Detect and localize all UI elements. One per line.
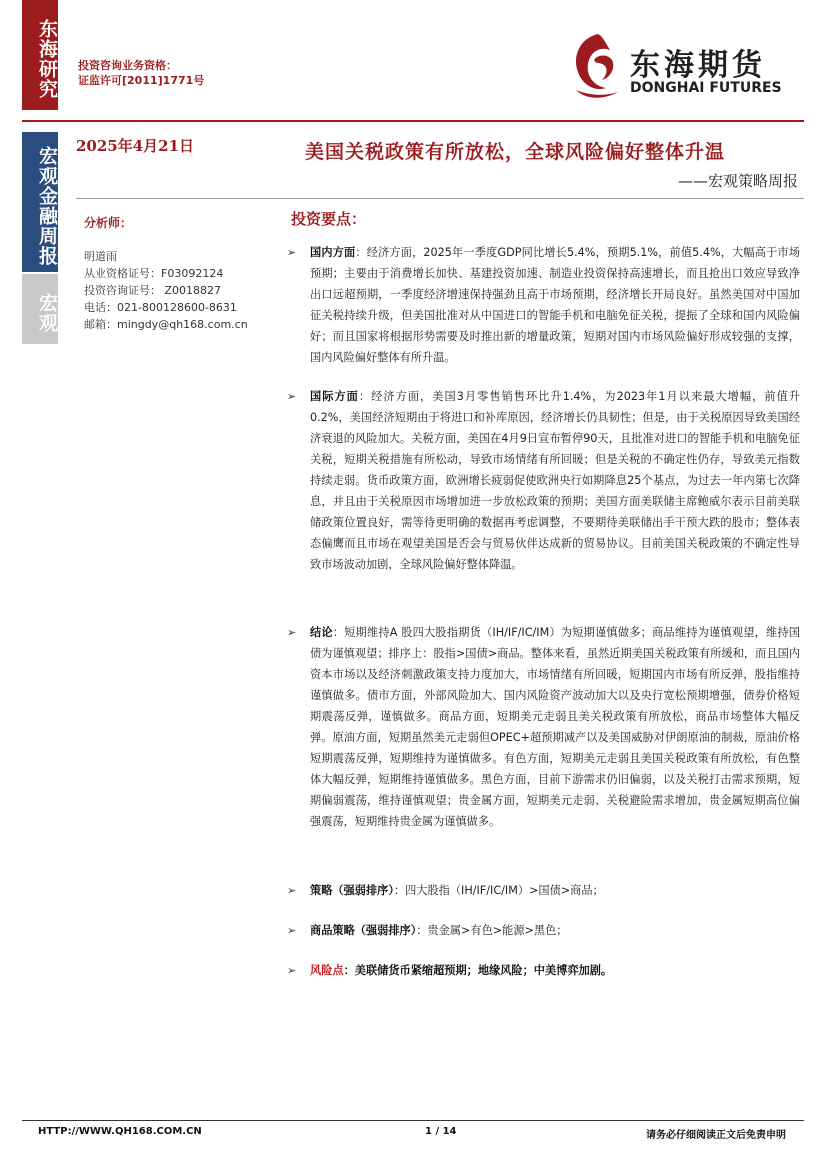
analyst-email[interactable]: 邮箱：mingdy@qh168.com.cn [84,318,248,331]
risk-lead: 风险点 [310,964,344,977]
bullet-commodity-strategy [287,920,800,941]
bullet-body: ：贵金属>有色>能源>黑色； [416,924,568,937]
bullet-lead: 国际方面 [310,390,359,403]
dragon-emblem-icon [568,30,626,102]
page-title: 美国关税政策有所放松，全球风险偏好整体升温 [304,141,725,163]
arrow-bullet-icon: ➢ [287,964,297,977]
footer-disclaimer: 请务必仔细阅读正文后免责申明 [646,1130,786,1141]
page-subtitle: ——宏观策略周报 [677,172,798,190]
qualification-line-2: 证监许可[2011]1771号 [78,74,205,87]
bullet-lead: 国内方面 [310,246,356,259]
bullet-risk [287,960,800,981]
analyst-phone: 电话：021-80012860​0-8631 [84,301,237,314]
bullet-body: ：经济方面，美国3月零售销售环比升1.4%，为2023年1月以来最大增幅，前值升0.2%，美国经济短期由于将进口和补库原因，经济增长仍具韧性；但是，由于关税原因导致美国经济衰退的风险加大。关税方面，美国在4月9日宣布暂停90天，且批准对进口的智能手机和电脑免征关税，短期关税措施有所松动，导致市场情绪有所回暖；但是关税的不确定性仍存，导致美元指数持续走弱。货币政策方面，欧洲增长疲弱促使欧洲央行如期降息25个基点，为过去一年内第七次降息，并且由于关税原因市场增加进一步放松政策的预期；美国方面美联储主席鲍威尔表示目前美联储政策位置良好，需等待更明确的数据再考虑调整，不要期待美联储出手干预大跌的股市；整体表态偏鹰而且市场在观望美国是否会与贸易伙伴达成新的贸易协议。目前美国关税政策的不确定性导致市场波动加剧，全球风险偏好整体降温。 [310,390,800,571]
bullet-lead: 商品策略（强弱排序） [310,924,417,937]
arrow-bullet-icon: ➢ [287,924,297,937]
category-tab [22,274,58,344]
bullet-lead: 结论 [310,626,333,639]
bullet-body: ：经济方面，2025年一季度GDP同比增长5.4%，预期5.1%，前值5.4%，大幅高于市场预期；主要由于消费增长加快、基建投资加速、制造业投资保持高速增长，而且抢出口效应导致净出口远超预期，一季度经济增速保持强劲且高于市场预期，经济增长开局良好。虽然美国对中国加征关税持续升级，但美国批准对从中国进口的智能手机和电脑免征关税，提振了全球和国内风险偏好；而且国家将根据形势需要及时推出新的增量政策，短期对国内市场风险偏好形成较强的支撑，国内风险偏好整体有所升温。 [310,246,800,364]
bullet-strategy [287,880,800,901]
report-type-tab [22,132,58,272]
company-logo [568,28,798,108]
analyst-cert-2: 投资咨询证号： Z0018827 [84,284,222,297]
arrow-bullet-icon: ➢ [287,884,297,897]
arrow-bullet-icon: ➢ [287,246,297,259]
bullet-lead: 策略（强弱排序） [310,884,394,897]
bullet-body: ：四大股指（IH/IF/IC/IM）>国债>商品； [393,884,604,897]
footer-url[interactable]: HTTP://WWW.QH168.COM.CN [38,1126,202,1137]
bullet-body: ：短期维持A 股四大股指期货（IH/IF/IC/IM）为短期谨慎做多；商品维持为谨慎观望，维持国债为谨慎观望；排序上：股指>国债>商品。整体来看，虽然近期美国关税政策有所缓和，而且国内资本市场以及经济刺激政策支持力度加大，市场情绪有所回暖，短期国内市场有所反弹，股指维持谨慎做多。债市方面，外部风险加大、国内风险资产波动加大以及央行宽松预期增强，债券价格短期震荡反弹，谨慎做多。商品方面，短期美元走弱且美关税政策有所放松，商品市场整体大幅反弹。原油方面，短期虽然美元走弱但OPEC+超预期减产以及美国威胁对伊朗原油的制裁，原油价格短期震荡反弹，短期维持为谨慎做多。有色方面，短期美元走弱且美国关税政策有所放松，有色整体大幅反弹，短期维持谨慎做多。黑色方面，目前下游需求仍旧偏弱，以及关税打击需求预期，短期偏弱震荡，维持谨慎观望；贵金属方面，短期美元走弱、关税避险需求增加，贵金属短期高位偏强震荡，短期维持贵金属为谨慎做多。 [310,626,800,828]
page-number: 1 / 14 [425,1126,457,1137]
arrow-bullet-icon: ➢ [287,626,297,639]
key-points-heading: 投资要点： [291,210,367,228]
bullet-domestic [287,242,800,368]
logo-chinese-name: 东海期货 [630,48,766,83]
logo-english-name: DONGHAI FUTURES [630,80,782,96]
footer-rule [22,1120,804,1121]
category-label: 宏观 [36,293,58,333]
bullet-international [287,386,800,575]
risk-body: ：美联储货币紧缩超预期；地缘风险；中美博弈加剧。 [343,964,613,977]
qualification-line-1: 投资咨询业务资格： [78,59,177,72]
header-rule [22,120,804,122]
analyst-cert-1: 从业资格证号：F03092124 [84,267,224,280]
brand-tab-label: 东海研究 [36,19,58,99]
report-date: 2025年4月21日 [76,137,195,155]
title-rule [76,198,804,199]
analyst-name: 明道雨 [84,250,117,263]
analyst-heading: 分析师： [84,216,133,230]
arrow-bullet-icon: ➢ [287,390,297,403]
brand-tab [22,0,58,110]
report-type-label: 宏观金融周报 [36,146,58,266]
bullet-conclusion [287,622,800,832]
